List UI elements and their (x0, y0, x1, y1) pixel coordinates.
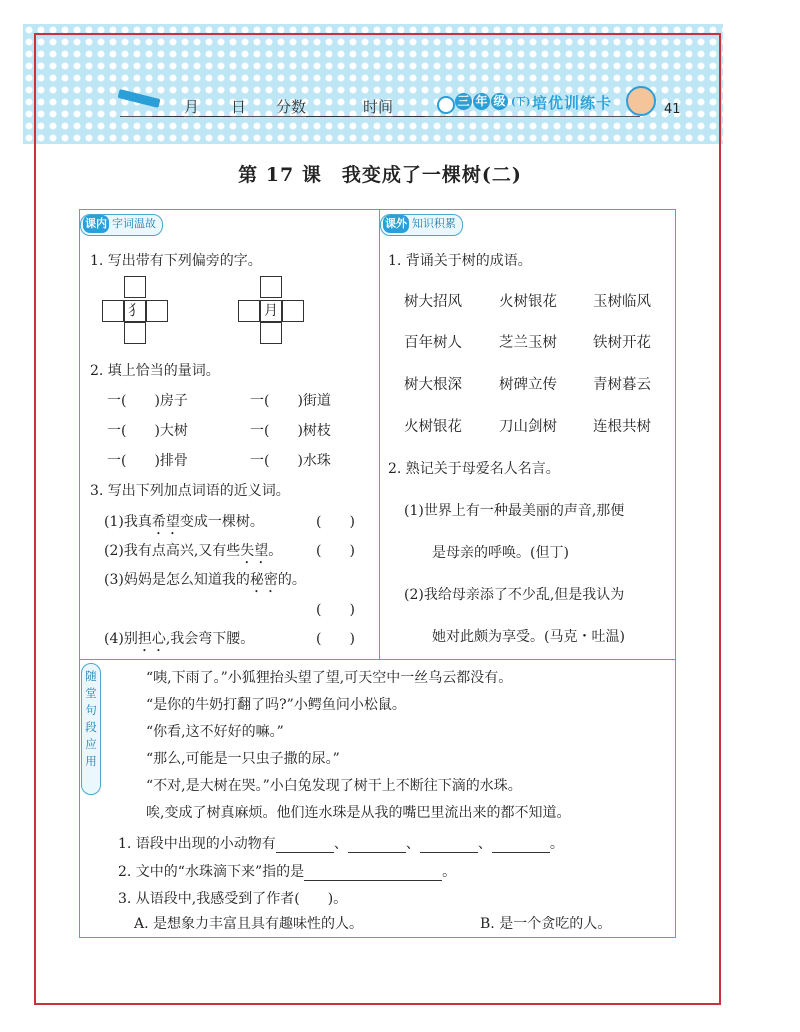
bottom-q2: 2. 文中的“水珠滴下来”指的是 。 (118, 864, 457, 880)
bottom-q1: 1. 语段中出现的小动物有 、 、 、 。 (118, 836, 564, 852)
bottom-q3: 3. 从语段中,我感受到了作者( )。 (118, 891, 348, 907)
radical-char: 月 (260, 300, 282, 322)
synonym-sentence-3: (3)妈妈是怎么知道我的秘密的。 (104, 572, 306, 588)
left-q1: 1. 写出带有下列偏旁的字。 (90, 253, 262, 269)
right-section-tag: 课外 知识积累 (380, 214, 463, 236)
synonym-sentence-2: (2)我有点高兴,又有些失望。 (104, 543, 283, 559)
idiom: 百年树人 (404, 335, 462, 351)
grade-badge: 三 年 级 (下) (455, 93, 532, 110)
brand-title: 培优训练卡 (532, 94, 613, 112)
idiom: 刀山剑树 (499, 419, 557, 435)
measure-item: 一( )街道 (250, 393, 331, 409)
idiom: 树碑立传 (499, 377, 557, 393)
idiom: 火树银花 (404, 419, 462, 435)
measure-item: 一( )水珠 (250, 453, 331, 469)
passage-line: “那么,可能是一只虫子撒的尿。” (146, 751, 340, 767)
measure-item: 一( )排骨 (107, 453, 188, 469)
measure-item: 一( )树枝 (250, 423, 331, 439)
bottom-section-tag: 随 堂 句 段 应 用 (81, 663, 101, 795)
idiom: 连根共树 (593, 419, 651, 435)
left-section-tag: 课内 字词温故 (80, 214, 163, 236)
quote-1-line-2: 是母亲的呼唤。(但丁) (432, 545, 569, 561)
passage-line: “是你的牛奶打翻了吗?”小鳄鱼问小松鼠。 (146, 697, 406, 713)
synonym-sentence-1: (1)我真希望变成一棵树。 (104, 514, 264, 530)
quote-2-line-1: (2)我给母亲添了不少乱,但是我认为 (404, 587, 625, 603)
answer-paren: ( ) (316, 631, 355, 647)
left-q2: 2. 填上恰当的量词。 (90, 363, 220, 379)
time-field: 时间 (363, 96, 425, 117)
lesson-title: 第 17 课 我变成了一棵树(二) (238, 164, 522, 186)
measure-item: 一( )大树 (107, 423, 188, 439)
synonym-sentence-4: (4)别担心,我会弯下腰。 (104, 631, 255, 647)
idiom: 芝兰玉树 (499, 335, 557, 351)
measure-item: 一( )房子 (107, 393, 188, 409)
passage-line: “你看,这不好好的嘛。” (146, 724, 284, 740)
passage-line: “咦,下雨了。”小狐狸抬头望了望,可天空中一丝乌云都没有。 (146, 670, 513, 686)
right-q2: 2. 熟记关于母爱名人名言。 (388, 461, 560, 477)
answer-paren: ( ) (316, 514, 355, 530)
answer-paren: ( ) (316, 602, 355, 618)
passage-line: “不对,是大树在哭。”小白兔发现了树干上不断往下滴的水珠。 (146, 778, 522, 794)
idiom: 玉树临风 (593, 294, 651, 310)
score-field: 分数 (276, 96, 350, 117)
quote-2-line-2: 她对此颇为享受。(马克・吐温) (432, 629, 625, 645)
right-q1: 1. 背诵关于树的成语。 (388, 253, 532, 269)
idiom: 树大招风 (404, 294, 462, 310)
idiom: 青树暮云 (593, 377, 651, 393)
page-number: 41 (664, 102, 681, 117)
idiom: 火树银花 (499, 294, 557, 310)
left-q3: 3. 写出下列加点词语的近义词。 (90, 483, 290, 499)
option-a: A. 是想象力丰富且具有趣味性的人。 (134, 916, 364, 932)
mascot-icon (626, 86, 656, 116)
passage-line: 唉,变成了树真麻烦。他们连水珠是从我的嘴巴里流出来的都不知道。 (146, 805, 571, 821)
idiom: 铁树开花 (593, 335, 651, 351)
date-field: 月 日 (152, 96, 246, 117)
answer-paren: ( ) (316, 543, 355, 559)
option-b: B. 是一个贪吃的人。 (480, 916, 612, 932)
clock-icon (437, 96, 455, 114)
idiom: 树大根深 (404, 377, 462, 393)
quote-1-line-1: (1)世界上有一种最美丽的声音,那便 (404, 503, 625, 519)
radical-char: 犭 (124, 300, 146, 322)
